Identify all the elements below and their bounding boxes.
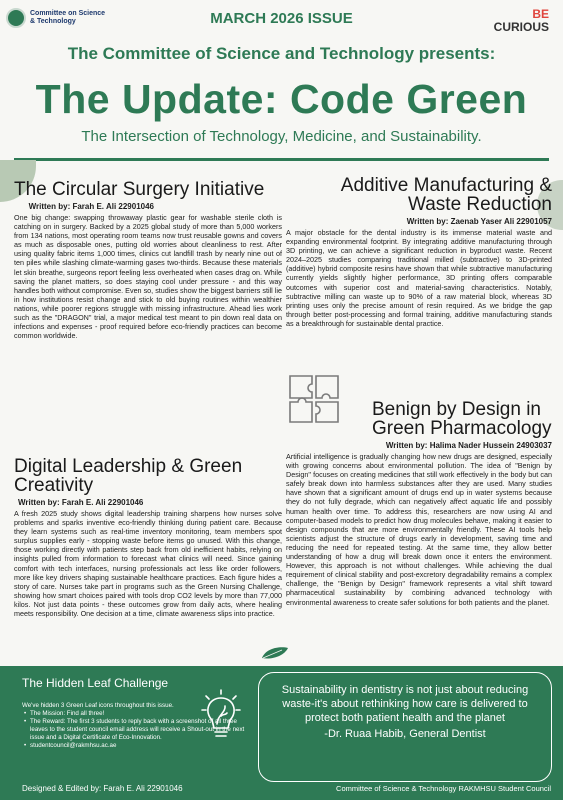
council-credit: Committee of Science & Technology RAKMHSU Student Council	[336, 784, 551, 793]
article-body: A fresh 2025 study shows digital leadership training sharpens how nurses solve problems and sparks inventive eco-friendly thinking during patient care. Because they learn systems such as real-time inventory monitoring, team members spot surplus supplies early - stopping waste before items go unused. With this change, those working directly with patients step back from old inefficient habits, relying on insights pulled from information to forecast what clinics will need. Since gaining comfort with tech interfaces, nursing professionals act less like order followers, more like key drivers shaping sustainable healthcare practices. Each figure hides a story of care. Nurses take part in programs such as the Green Nursing Challenge, showing how smart choices paired with tools drop CO2 levels by more than 77,000 kilos. Not just data points - these outcomes grow from daily acts, where healing meets responsibility. One decision at a time, climate awareness slips into practice.	[14, 509, 282, 619]
challenge-intro: We've hidden 3 Green Leaf icons throughout this issue.	[22, 702, 174, 709]
article-title: Additive Manufacturing & Waste Reduction	[340, 175, 552, 215]
quote-author: -Dr. Ruaa Habib, General Dentist	[324, 728, 486, 740]
issue-label: MARCH 2026 ISSUE	[210, 10, 353, 27]
quote-text: Sustainability in dentistry is not just about reducing waste-it's about rethinking how care is delivered to protect both patient health and the planet	[281, 684, 529, 724]
page-title: The Update: Code Green	[35, 76, 528, 122]
article-additive-manufacturing	[286, 176, 552, 328]
leaf-icon[interactable]	[260, 646, 290, 660]
article-byline: Written by: Farah E. Ali 22901046	[28, 202, 154, 211]
masthead	[0, 0, 563, 160]
article-body: A major obstacle for the dental industry is its immense material waste and expanding environmental footprint. By integrating additive manufacturing through 3D printing, we can achieve a significant reduction in byproduct waste. Recent 2024–2025 studies comparing traditional milled (subtractive) to 3D-printed (additive) hybrid composite resins have shown that while subtractive manufacturing currently yields slightly higher performance, 3D printing offers comparable outcomes with superior cost and material-saving characteristics. Notably, subtractive milling can waste up to 90% of a raw material block, whereas 3D printing uses only the precise amount of resin required. As we bridge the gap through better post-processing and formal training, additive manufacturing stands as a breakthrough for sustainable dental practice.	[286, 228, 552, 328]
article-title: Digital Leadership & Green Creativity	[14, 456, 243, 496]
brand-line-1: BE	[532, 7, 549, 21]
lightbulb-icon	[200, 686, 242, 746]
council-email-link[interactable]: • studentcouncil@rakmhsu.ac.ae	[22, 742, 246, 750]
header-divider	[14, 158, 549, 161]
challenge-reward: • The Reward: The first 3 students to reply back with a screenshot of all three leaves to the student council email address will receive a Shout-out in the next issue and a Digital Certificate of Eco-Innovation.	[22, 718, 246, 742]
article-digital-leadership	[14, 457, 282, 618]
article-byline: Written by: Zaenab Yaser Ali 22901057	[406, 217, 552, 226]
article-title: Benign by Design in Green Pharmacology	[372, 399, 552, 439]
page-subtitle: The Intersection of Technology, Medicine, and Sustainability.	[81, 128, 482, 145]
footer	[0, 666, 563, 800]
quote-box	[258, 672, 552, 782]
article-byline: Written by: Halima Nader Hussein 24903037	[385, 441, 552, 450]
presents-line: The Committee of Science and Technology presents:	[67, 44, 496, 63]
challenge-mission: • The Mission: Find all three!	[22, 710, 246, 718]
brand-line-2: CURIOUS	[493, 20, 549, 34]
article-body: One big change: swapping throwaway plastic gear for washable sterile cloth is catching on in surgery. Backed by a 2025 global study of more than 5,000 workers from 134 nations, most operating room teams now trust reusable gowns and covers as much as disposable ones, putting old worries about cleanliness to rest. After using quality fabric items 1,000 times, clinics cut landfill trash by nearly nine out of ten piles while slashing climate-warming gases two-thirds. Because these materials let skin breathe, surgeons report feeling less overheated when cases drag on. While saving the planet matters, so does staying cool under pressure - and this way handles both without compromise. Even so, studies show the biggest barriers still lie in how institutions resist change and stick to old buying routines within wealthier nations, while poorer regions struggle with missing infrastructure. Ahead lies work such as the "DRAGON" trial, a major medical test meant to pin down real data on infections and expenses - proof required before eco-friendly practices can become common worldwide.	[14, 213, 282, 341]
challenge-title: The Hidden Leaf Challenge	[22, 676, 169, 690]
article-body: Artificial intelligence is gradually changing how new drugs are designed, especially with growing concerns about environmental pollution. The idea of "Benign by Design" focuses on creating medicines that still work effectively in the body but can safely break down into harmless substances after they are used. Many studies have shown that a significant amount of drugs end up in water systems because they do not fully degrade, which can negatively affect aquatic life and possibly human health over time. To address this, researchers are now using AI and computer-based models to predict how drug molecules behave, making it easier to design compounds that are more environmentally friendly. These AI tools help scientists adjust the structure of drugs early in development, saving time and reducing the need for repeated testing. At the same time, they allow better understanding of how a drug will break down once it enters the environment. However, this approach is not without challenges. While achieving the dual requirement of clinical stability and post-excretory degradability remains a complex challenge, the "Benign by Design" framework represents a vital shift toward pharmaceutical sustainability by combining advanced technology with environmental awareness to create safer solutions for both patients and the planet.	[286, 452, 552, 607]
article-byline: Written by: Farah E. Ali 22901046	[18, 498, 144, 507]
article-circular-surgery	[14, 180, 282, 340]
article-benign-by-design	[286, 400, 552, 607]
committee-logo-text: Committee on Science & Technology	[30, 10, 106, 25]
be-curious-logo	[494, 8, 549, 34]
article-title: The Circular Surgery Initiative	[14, 179, 265, 200]
designed-by: Designed & Edited by: Farah E. Ali 22901046	[22, 784, 183, 793]
